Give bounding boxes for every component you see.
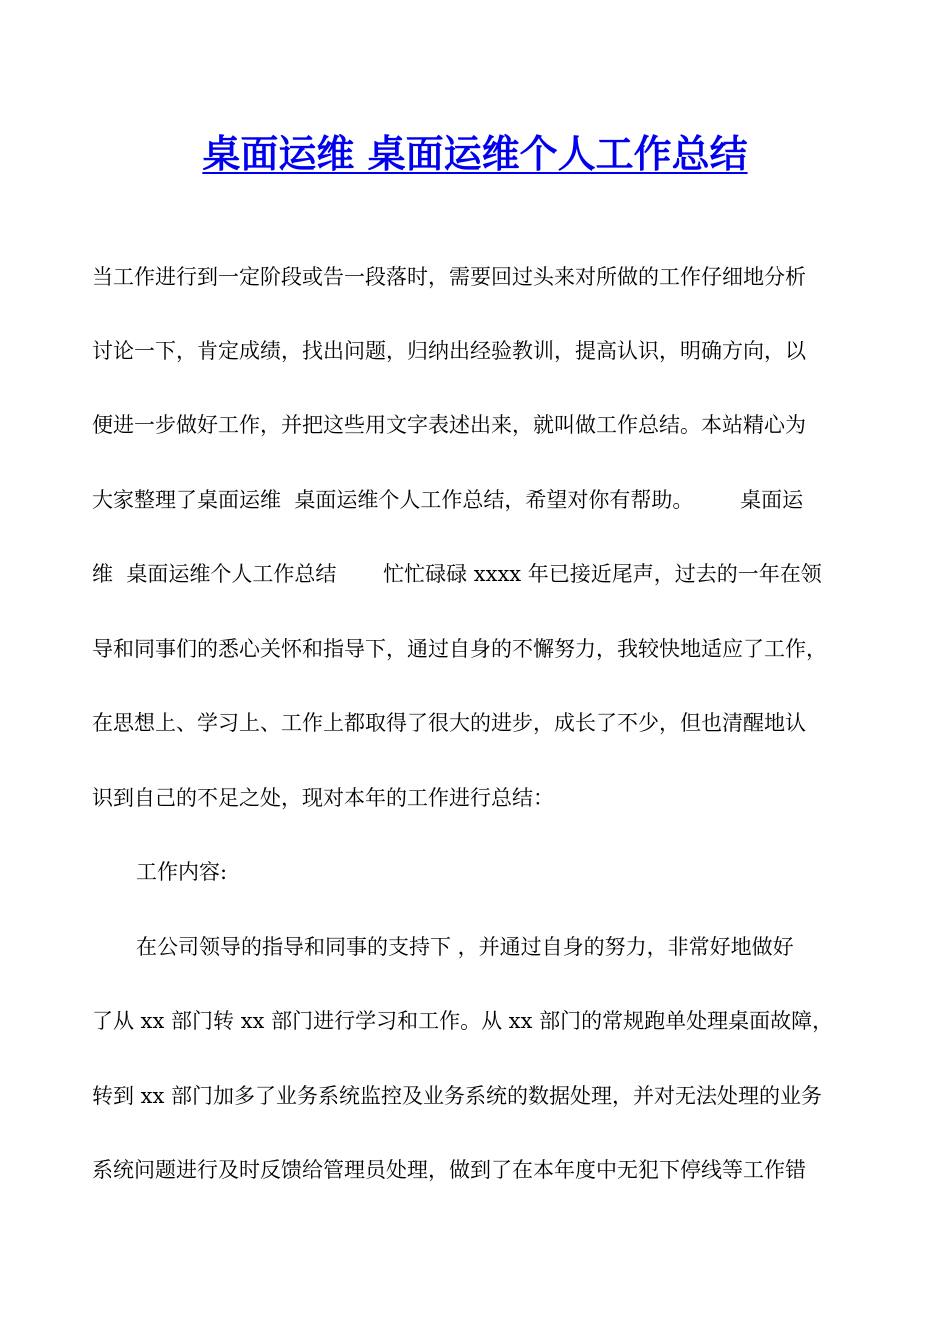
body-line-8: 识到自己的不足之处，现对本年的工作进行总结： — [92, 786, 554, 810]
body-line-10: 在公司领导的指导和同事的支持下 ，并通过自身的努力，非常好地做好 — [136, 935, 794, 959]
body-line-7: 在思想上、学习上、工作上都取得了很大的进步，成长了不少，但也清醒地认 — [92, 711, 806, 735]
body-line-3: 便进一步做好工作，并把这些用文字表述出来，就叫做工作总结。本站精心为 — [92, 413, 806, 437]
section-heading-work-content: 工作内容: — [136, 860, 228, 884]
body-line-12: 转到 xx 部门加多了业务系统监控及业务系统的数据处理，并对无法处理的业务 — [92, 1084, 823, 1108]
body-line-4: 大家整理了桌面运维 桌面运维个人工作总结，希望对你有帮助。 桌面运 — [92, 488, 804, 512]
body-line-11: 了从 xx 部门转 xx 部门进行学习和工作。从 xx 部门的常规跑单处理桌面故障， — [92, 1009, 834, 1033]
body-line-1: 当工作进行到一定阶段或告一段落时，需要回过头来对所做的工作仔细地分析 — [92, 265, 806, 289]
body-line-13: 系统问题进行及时反馈给管理员处理，做到了在本年度中无犯下停线等工作错 — [92, 1158, 806, 1182]
document-title[interactable]: 桌面运维 桌面运维个人工作总结 — [202, 132, 748, 176]
body-line-6: 导和同事们的悉心关怀和指导下，通过自身的不懈努力，我较快地适应了工作， — [92, 637, 827, 661]
body-line-5: 维 桌面运维个人工作总结 忙忙碌碌 xxxx 年已接近尾声，过去的一年在领 — [92, 562, 822, 586]
body-line-2: 讨论一下，肯定成绩，找出问题，归纳出经验教训，提高认识，明确方向，以 — [92, 339, 806, 363]
